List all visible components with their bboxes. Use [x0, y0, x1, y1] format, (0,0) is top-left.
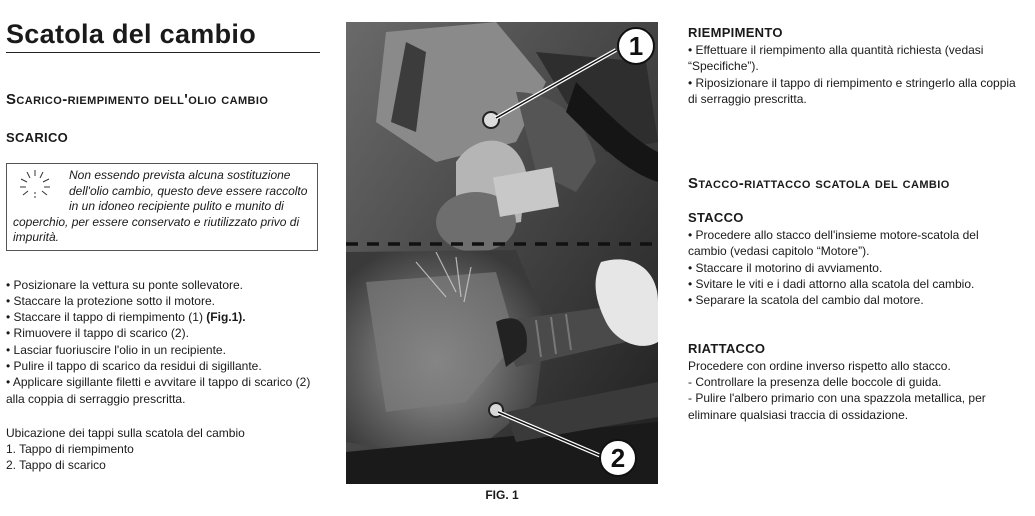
stacco-step-4: • Separare la scatola del cambio dal motore.	[688, 293, 924, 308]
location-title: Ubicazione dei tappi sulla scatola del cambio	[6, 425, 245, 440]
stacco-steps	[688, 227, 1018, 308]
step-3	[6, 309, 320, 325]
location-block	[6, 425, 320, 474]
page-title: Scatola del cambio	[6, 18, 320, 53]
riattacco-step-3: - Pulire l'albero primario con una spazzola metallica, per eliminare qualsiasi traccia di ossidazione.	[688, 391, 986, 422]
step-4: • Rimuovere il tappo di scarico (2).	[6, 326, 189, 341]
step-2: • Staccare la protezione sotto il motore.	[6, 293, 215, 308]
callout-1-label: 1	[628, 31, 644, 61]
location-item-2: 2. Tappo di scarico	[6, 458, 106, 473]
step-3-text: • Staccare il tappo di riempimento (1)	[6, 310, 207, 325]
scarico-steps	[6, 277, 320, 407]
riempimento-title: RIEMPIMENTO	[688, 25, 783, 40]
riempimento-step-2: • Riposizionare il tappo di riempimento e stringerlo alla coppia di serraggio prescritta.	[688, 75, 1016, 106]
step-1: • Posizionare la vettura su ponte sollevatore.	[6, 277, 243, 292]
step-6: • Pulire il tappo di scarico da residui di sigillante.	[6, 358, 262, 373]
sun-icon	[13, 168, 61, 202]
stacco-step-1: • Procedere allo stacco dell'insieme motore-scatola del cambio (vedasi capitolo “Motore”).	[688, 228, 979, 259]
right-column	[688, 0, 1018, 423]
figure-caption: FIG. 1	[485, 488, 519, 502]
location-item-1: 1. Tappo di riempimento	[6, 442, 134, 457]
riattacco-step-2: - Controllare la presenza delle boccole di guida.	[688, 374, 942, 389]
stacco-title: STACCO	[688, 210, 744, 226]
note-text: Non essendo prevista alcuna sostituzione dell'olio cambio, questo deve essere raccolto in un idoneo recipiente pulito e munito di coperchio, per essere conservato e riutilizzato privo di impurità.	[13, 168, 308, 244]
fig-reference: (Fig.1).	[206, 310, 246, 325]
gearbox-illustration	[346, 22, 658, 484]
note-box	[6, 163, 318, 251]
step-7: • Applicare sigillante filetti e avvitare il tappo di scarico (2) alla coppia di serraggio prescritta.	[6, 375, 311, 406]
step-5: • Lasciar fuoriuscire l'olio in un recipiente.	[6, 342, 226, 357]
riattacco-step-1: Procedere con ordine inverso rispetto allo stacco.	[688, 358, 951, 373]
section-title-gearbox: Stacco-riattacco scatola del cambio	[688, 175, 950, 193]
riattacco-steps	[688, 358, 1018, 423]
left-column	[6, 0, 320, 474]
section-title-oil: Scarico-riempimento dell'olio cambio	[6, 91, 269, 108]
stacco-step-3: • Svitare le viti e i dadi attorno alla scatola del cambio.	[688, 277, 975, 292]
gearbox-photo	[346, 22, 658, 484]
riempimento-steps	[688, 42, 1018, 107]
riempimento-step-1: • Effettuare il riempimento alla quantità richiesta (vedasi “Specifiche”).	[688, 43, 984, 74]
stacco-step-2: • Staccare il motorino di avviamento.	[688, 260, 883, 275]
riattacco-title: RIATTACCO	[688, 340, 766, 356]
scarico-title: SCARICO	[6, 130, 69, 145]
callout-2-label: 2	[610, 443, 626, 473]
